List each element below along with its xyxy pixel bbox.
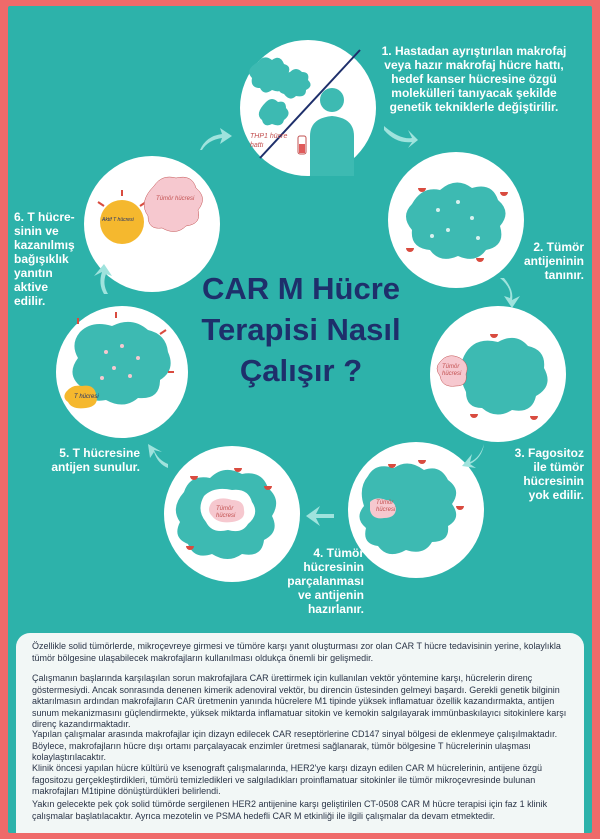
- paragraph-4: Klinik öncesi yapılan hücre kültürü ve ksenograft çalışmalarında, HER2'ye karşı dizayn edilen CAR M hücrelerinin, antijene özgü fagositozu gerçekleştirdikleri, tümörü temizledikleri ve salgıladıkları proinflamatuar sitokinler ile tümör mikroçevresinde bulunan makrofajları M1tipine dönüştürdükleri belirlendi.: [32, 763, 542, 797]
- step-1-text: 1. Hastadan ayrıştırılan makrofaj veya hazır makrofaj hücre hattı, hedef kanser hücresine özgü molekülleri tanıyacak şekilde genetik tekniklerle değiştirilir.: [381, 44, 567, 114]
- thp1-label: THP1 hücre hattı: [250, 133, 288, 149]
- tumor-label-6: Tümör hücresi: [156, 196, 195, 202]
- active-t-label: Aktif T hücresi: [102, 217, 134, 223]
- arrow-1-to-2: [380, 120, 420, 148]
- paragraph-2: Çalışmanın başlarında karşılaşılan sorun makrofajlara CAR ürettirmek için kullanılan vektör yöntemine karşı, hücrelerin direnç göstermesiydi. Ancak sonrasında denenen kimerik adenoviral vektör, bu direncin üstesinden gelmeyi başardı. Gerekli genetik bilginin aktarılmasın ardından makrofajların CAR üretmenin yanında hücrelere M1 tipinde yüksek inflamatuar özellik kazandırmakta, antijen sunum mekanizmasını güçlendirmekte, yüksek miktarda inflamatuar sitokin ve kemokin salgılayarak immünbaskılayıcı sitokinlere karşı direnç kazandırmaktadır.: [32, 673, 567, 730]
- step-2-illustration: [388, 152, 524, 288]
- step-3-illustration: [430, 306, 566, 442]
- step-5-illustration: [56, 306, 188, 438]
- step-6-text: 6. T hücre- sinin ve kazanılmış bağışıklık yanıtın aktive edilir.: [14, 210, 75, 308]
- tumor-label-4: Tümör hücresi: [376, 500, 396, 513]
- title-line-3: Çalışır ?: [239, 353, 363, 388]
- arrow-7-to-1: [194, 124, 234, 154]
- paragraph-3: Yapılan çalışmalar arasında makrofajlar için dizayn edilecek CAR reseptörlerine CD147 sinyal bölgesi de eklenmeye çalışılmaktadır. Böylece, makrofajların hücre dışı ortamı parçalayacak enzimler üretmesi sağlanarak, tümör bölgesine T hücrelerinin ulaşması kolaylaştırılacaktır.: [32, 729, 558, 763]
- step-5-text: 5. T hücresine antijen sunulur.: [51, 446, 140, 474]
- arrow-6-to-1: [90, 262, 118, 298]
- paragraph-5: Yakın gelecekte pek çok solid tümörde sergilenen HER2 antijenine karşı geliştirilen CT-0508 CAR M hücre terapisi için faz 1 klinik çalışmalar başlatılacaktır. Ayrıca mezotelin ve PSMA hedefli CAR M etkinliği ile ilgili çalışmalar da devam etmektedir.: [32, 799, 548, 821]
- title-line-2: Terapisi Nasıl: [201, 312, 401, 347]
- step-3-text: 3. Fagositoz ile tümör hücresinin yok edilir.: [514, 446, 584, 502]
- t-cell-label-5: T hücresi: [74, 394, 99, 400]
- tumor-label-5: Tümör hücresi: [216, 506, 236, 519]
- step-4-text: 4. Tümör hücresinin parçalanması ve antijenin hazırlanır.: [287, 546, 364, 616]
- arrow-5-to-6: [142, 442, 172, 470]
- arrow-4-to-5: [302, 502, 336, 528]
- info-text-box: [16, 633, 584, 833]
- tumor-label-3: Tümör hücresi: [442, 364, 462, 377]
- title-line-1: CAR M Hücre: [201, 271, 401, 306]
- step-2-text: 2. Tümör antijeninin tanınır.: [524, 240, 584, 282]
- paragraph-1: Özellikle solid tümörlerde, mikroçevreye girmesi ve tümöre karşı yanıt oluşturması zor olan CAR T hücre tedavisinin yerine, kolaylıkla tümör bölgesine ulaşabilecek makrofajların kullanılması oldukça önemli bir gelişmedir.: [32, 641, 561, 663]
- step-1-illustration: [240, 40, 376, 176]
- arrow-3-to-4: [460, 440, 490, 470]
